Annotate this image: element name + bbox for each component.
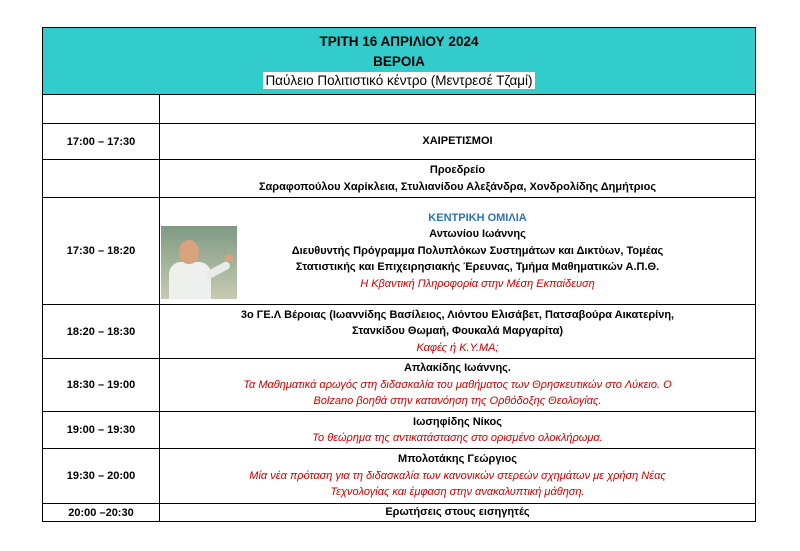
talk-cell bbox=[160, 412, 756, 449]
content-cell bbox=[160, 95, 756, 124]
keynote-cell bbox=[160, 198, 756, 305]
talk-line1: Μία νέα πρόταση για τη διδασκαλία των κανονικών στερεών σχημάτων με χρήση Νέας bbox=[249, 469, 666, 482]
presidium-names: Σαραφοπούλου Χαρίκλεια, Στυλιανίδου Αλεξάνδρα, Χονδρολίδης Δημήτριος bbox=[258, 180, 657, 193]
table-row bbox=[43, 160, 756, 198]
talk-title: Το θεώρημα της αντικατάστασης στο ορισμένο ολοκλήρωμα. bbox=[312, 432, 603, 444]
event-city: ΒΕΡΟΙΑ bbox=[373, 54, 425, 69]
talk-cell bbox=[160, 359, 756, 412]
time-cell bbox=[43, 160, 160, 198]
schedule-table bbox=[42, 27, 756, 522]
presidium-title: Προεδρείο bbox=[429, 164, 486, 176]
table-row bbox=[43, 449, 756, 504]
keynote-speaker: Αντωνίου Ιωάννης bbox=[429, 228, 526, 241]
talk-line1: Τα Μαθηματικά αρωγός στη διδασκαλία του μαθήματος των Θρησκευτικών στο Λύκειο. Ο bbox=[243, 378, 672, 391]
school-line2: Στανκίδου Θωμαή, Φουκαλά Μαργαρίτα) bbox=[351, 325, 564, 338]
table-row bbox=[43, 198, 756, 305]
event-venue: Παύλειο Πολιτιστικό κέντρο (Μεντρεσέ Τζαμί) bbox=[265, 73, 533, 88]
questions-title: Ερωτήσεις στους εισηγητές bbox=[160, 504, 756, 522]
speaker-name: Μπολοτάκης Γεώργιος bbox=[398, 453, 517, 466]
table-row bbox=[43, 305, 756, 359]
presidium-cell bbox=[160, 160, 756, 198]
event-date: ΤΡΙΤΗ 16 ΑΠΡΙΛΙΟΥ 2024 bbox=[319, 34, 479, 49]
header-cell bbox=[43, 28, 756, 95]
speaker-photo bbox=[161, 226, 237, 299]
school-cell bbox=[160, 305, 756, 359]
header-row bbox=[43, 28, 756, 95]
table-row bbox=[43, 95, 756, 124]
speaker-name: Απλακίδης Ιωάννης. bbox=[404, 362, 511, 375]
keynote-talk: Η Κβαντική Πληροφορία στην Μέση Εκπαίδευση bbox=[360, 277, 595, 290]
time-cell: 17:30 – 18:20 bbox=[43, 198, 160, 305]
talk-line2: Bolzano βοηθά στην κατανόηση της Ορθόδοξης Θεολογίας. bbox=[313, 395, 602, 408]
talk-line2: Τεχνολογίας και έμφαση στην ανακαλυπτική μάθηση. bbox=[330, 486, 585, 499]
time-cell: 19:00 – 19:30 bbox=[43, 412, 160, 449]
school-talk: Καφές ή Κ.Υ.ΜΑ; bbox=[416, 341, 499, 354]
table-row bbox=[43, 504, 756, 522]
time-cell bbox=[43, 95, 160, 124]
table-row bbox=[43, 359, 756, 412]
schedule-sheet bbox=[42, 27, 755, 522]
table-row bbox=[43, 124, 756, 160]
time-cell: 19:30 – 20:00 bbox=[43, 449, 160, 504]
time-cell: 18:20 – 18:30 bbox=[43, 305, 160, 359]
time-cell: 17:00 – 17:30 bbox=[43, 124, 160, 160]
keynote-role-line2: Στατιστικής και Επιχειρησιακής Έρευνας, Τμήμα Μαθηματικών Α.Π.Θ. bbox=[295, 261, 660, 274]
school-line1: 3ο ΓΕ.Λ Βέροιας (Ιωαννίδης Βασίλειος, Λιόντου Ελισάβετ, Πατσαβούρα Αικατερίνη, bbox=[240, 308, 675, 321]
welcome-title: ΧΑΙΡΕΤΙΣΜΟΙ bbox=[160, 124, 756, 160]
table-row bbox=[43, 412, 756, 449]
keynote-role-line1: Διευθυντής Πρόγραμμα Πολυπλόκων Συστημάτων και Δικτύων, Τομέας bbox=[291, 244, 664, 257]
talk-cell bbox=[160, 449, 756, 504]
speaker-name: Ιωσηφίδης Νίκος bbox=[413, 415, 502, 428]
keynote-label: ΚΕΝΤΡΙΚΗ ΟΜΙΛΙΑ bbox=[428, 211, 527, 224]
time-cell: 20:00 –20:30 bbox=[43, 504, 160, 522]
time-cell: 18:30 – 19:00 bbox=[43, 359, 160, 412]
